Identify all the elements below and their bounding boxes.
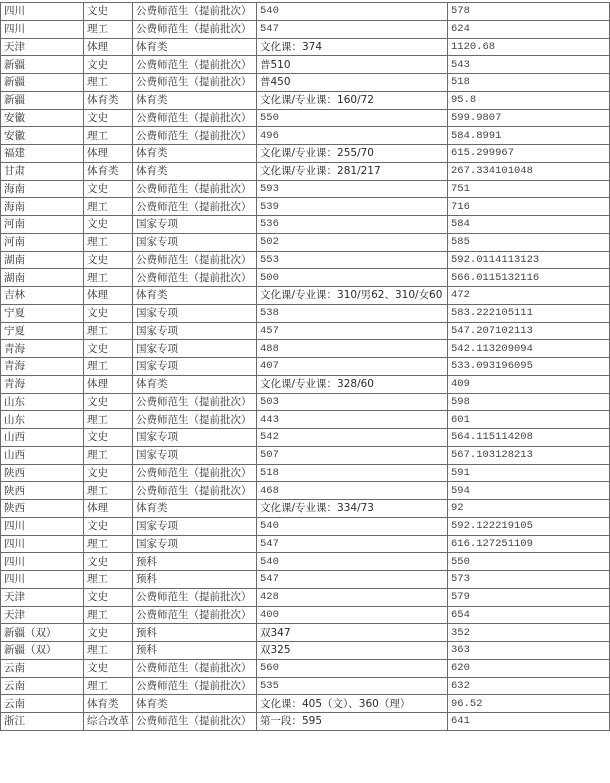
batch-cell: 公费师范生（提前批次） bbox=[133, 677, 257, 695]
control-line-cell: 文化课/专业课：281/217 bbox=[257, 162, 448, 180]
score-cell: 583.222105111 bbox=[448, 304, 610, 322]
table-row bbox=[1, 38, 610, 56]
score-cell: 594 bbox=[448, 482, 610, 500]
batch-cell: 公费师范生（提前批次） bbox=[133, 109, 257, 127]
control-line-cell: 文化课：374 bbox=[257, 38, 448, 56]
table-row bbox=[1, 535, 610, 553]
control-line-cell: 518 bbox=[257, 464, 448, 482]
category-cell: 理工 bbox=[84, 269, 133, 287]
category-cell: 理工 bbox=[84, 571, 133, 589]
batch-cell: 公费师范生（提前批次） bbox=[133, 251, 257, 269]
table-row bbox=[1, 642, 610, 660]
score-cell: 542.113209094 bbox=[448, 340, 610, 358]
batch-cell: 体育类 bbox=[133, 695, 257, 713]
table-row bbox=[1, 677, 610, 695]
category-cell: 文史 bbox=[84, 304, 133, 322]
category-cell: 理工 bbox=[84, 233, 133, 251]
score-cell: 585 bbox=[448, 233, 610, 251]
batch-cell: 公费师范生（提前批次） bbox=[133, 411, 257, 429]
category-cell: 文史 bbox=[84, 553, 133, 571]
control-line-cell: 文化课/专业课：255/70 bbox=[257, 145, 448, 163]
province-cell: 四川 bbox=[1, 517, 84, 535]
category-cell: 文史 bbox=[84, 659, 133, 677]
batch-cell: 国家专项 bbox=[133, 304, 257, 322]
score-cell: 624 bbox=[448, 20, 610, 38]
control-line-cell: 文化课/专业课：310/男62、310/女60 bbox=[257, 287, 448, 305]
control-line-cell: 547 bbox=[257, 571, 448, 589]
control-line-cell: 407 bbox=[257, 358, 448, 376]
batch-cell: 体育类 bbox=[133, 500, 257, 518]
category-cell: 文史 bbox=[84, 56, 133, 74]
batch-cell: 国家专项 bbox=[133, 429, 257, 447]
province-cell: 浙江 bbox=[1, 713, 84, 731]
province-cell: 河南 bbox=[1, 216, 84, 234]
control-line-cell: 第一段：595 bbox=[257, 713, 448, 731]
batch-cell: 公费师范生（提前批次） bbox=[133, 74, 257, 92]
table-row bbox=[1, 358, 610, 376]
category-cell: 理工 bbox=[84, 606, 133, 624]
province-cell: 天津 bbox=[1, 606, 84, 624]
control-line-cell: 593 bbox=[257, 180, 448, 198]
table-row bbox=[1, 340, 610, 358]
batch-cell: 公费师范生（提前批次） bbox=[133, 588, 257, 606]
batch-cell: 公费师范生（提前批次） bbox=[133, 393, 257, 411]
control-line-cell: 503 bbox=[257, 393, 448, 411]
table-row bbox=[1, 624, 610, 642]
category-cell: 文史 bbox=[84, 393, 133, 411]
control-line-cell: 547 bbox=[257, 20, 448, 38]
category-cell: 文史 bbox=[84, 464, 133, 482]
province-cell: 湖南 bbox=[1, 251, 84, 269]
table-row bbox=[1, 180, 610, 198]
control-line-cell: 540 bbox=[257, 553, 448, 571]
score-cell: 591 bbox=[448, 464, 610, 482]
batch-cell: 体育类 bbox=[133, 162, 257, 180]
batch-cell: 国家专项 bbox=[133, 233, 257, 251]
batch-cell: 预科 bbox=[133, 624, 257, 642]
control-line-cell: 540 bbox=[257, 517, 448, 535]
score-cell: 92 bbox=[448, 500, 610, 518]
category-cell: 文史 bbox=[84, 180, 133, 198]
table-row bbox=[1, 251, 610, 269]
batch-cell: 公费师范生（提前批次） bbox=[133, 269, 257, 287]
table-row bbox=[1, 588, 610, 606]
score-cell: 584.8991 bbox=[448, 127, 610, 145]
batch-cell: 体育类 bbox=[133, 145, 257, 163]
category-cell: 文史 bbox=[84, 251, 133, 269]
score-cell: 1120.68 bbox=[448, 38, 610, 56]
province-cell: 山西 bbox=[1, 429, 84, 447]
table-row bbox=[1, 429, 610, 447]
control-line-cell: 540 bbox=[257, 3, 448, 21]
province-cell: 吉林 bbox=[1, 287, 84, 305]
batch-cell: 公费师范生（提前批次） bbox=[133, 464, 257, 482]
category-cell: 理工 bbox=[84, 446, 133, 464]
batch-cell: 公费师范生（提前批次） bbox=[133, 606, 257, 624]
score-cell: 601 bbox=[448, 411, 610, 429]
score-cell: 550 bbox=[448, 553, 610, 571]
province-cell: 青海 bbox=[1, 340, 84, 358]
batch-cell: 预科 bbox=[133, 642, 257, 660]
category-cell: 理工 bbox=[84, 20, 133, 38]
category-cell: 体理 bbox=[84, 145, 133, 163]
category-cell: 理工 bbox=[84, 127, 133, 145]
province-cell: 新疆 bbox=[1, 91, 84, 109]
table-row bbox=[1, 162, 610, 180]
category-cell: 文史 bbox=[84, 624, 133, 642]
batch-cell: 体育类 bbox=[133, 38, 257, 56]
category-cell: 理工 bbox=[84, 535, 133, 553]
province-cell: 四川 bbox=[1, 3, 84, 21]
category-cell: 理工 bbox=[84, 677, 133, 695]
batch-cell: 国家专项 bbox=[133, 216, 257, 234]
category-cell: 理工 bbox=[84, 74, 133, 92]
table-row bbox=[1, 464, 610, 482]
control-line-cell: 507 bbox=[257, 446, 448, 464]
score-cell: 598 bbox=[448, 393, 610, 411]
province-cell: 湖南 bbox=[1, 269, 84, 287]
control-line-cell: 457 bbox=[257, 322, 448, 340]
category-cell: 文史 bbox=[84, 3, 133, 21]
province-cell: 河南 bbox=[1, 233, 84, 251]
batch-cell: 公费师范生（提前批次） bbox=[133, 482, 257, 500]
province-cell: 山东 bbox=[1, 393, 84, 411]
score-cell: 620 bbox=[448, 659, 610, 677]
score-cell: 615.299967 bbox=[448, 145, 610, 163]
score-cell: 599.9807 bbox=[448, 109, 610, 127]
score-cell: 363 bbox=[448, 642, 610, 660]
table-row bbox=[1, 411, 610, 429]
control-line-cell: 文化课/专业课：160/72 bbox=[257, 91, 448, 109]
control-line-cell: 普510 bbox=[257, 56, 448, 74]
score-cell: 716 bbox=[448, 198, 610, 216]
batch-cell: 公费师范生（提前批次） bbox=[133, 713, 257, 731]
batch-cell: 体育类 bbox=[133, 375, 257, 393]
batch-cell: 国家专项 bbox=[133, 340, 257, 358]
category-cell: 理工 bbox=[84, 642, 133, 660]
table-row bbox=[1, 446, 610, 464]
control-line-cell: 538 bbox=[257, 304, 448, 322]
score-cell: 96.52 bbox=[448, 695, 610, 713]
control-line-cell: 400 bbox=[257, 606, 448, 624]
control-line-cell: 550 bbox=[257, 109, 448, 127]
category-cell: 体理 bbox=[84, 287, 133, 305]
category-cell: 理工 bbox=[84, 411, 133, 429]
table-row bbox=[1, 198, 610, 216]
table-row bbox=[1, 695, 610, 713]
table-row bbox=[1, 109, 610, 127]
score-cell: 592.122219105 bbox=[448, 517, 610, 535]
province-cell: 新疆 bbox=[1, 56, 84, 74]
table-row bbox=[1, 56, 610, 74]
batch-cell: 体育类 bbox=[133, 91, 257, 109]
control-line-cell: 双347 bbox=[257, 624, 448, 642]
control-line-cell: 535 bbox=[257, 677, 448, 695]
batch-cell: 国家专项 bbox=[133, 358, 257, 376]
category-cell: 体育类 bbox=[84, 162, 133, 180]
batch-cell: 国家专项 bbox=[133, 517, 257, 535]
category-cell: 文史 bbox=[84, 216, 133, 234]
province-cell: 云南 bbox=[1, 677, 84, 695]
province-cell: 陕西 bbox=[1, 500, 84, 518]
province-cell: 安徽 bbox=[1, 109, 84, 127]
table-row bbox=[1, 91, 610, 109]
table-row bbox=[1, 216, 610, 234]
category-cell: 理工 bbox=[84, 322, 133, 340]
category-cell: 体理 bbox=[84, 38, 133, 56]
table-row bbox=[1, 606, 610, 624]
province-cell: 甘肃 bbox=[1, 162, 84, 180]
province-cell: 新疆 bbox=[1, 74, 84, 92]
batch-cell: 预科 bbox=[133, 553, 257, 571]
control-line-cell: 468 bbox=[257, 482, 448, 500]
control-line-cell: 双325 bbox=[257, 642, 448, 660]
admission-scores-table bbox=[0, 2, 610, 731]
batch-cell: 国家专项 bbox=[133, 535, 257, 553]
table-row bbox=[1, 553, 610, 571]
table-row bbox=[1, 127, 610, 145]
score-cell: 564.115114208 bbox=[448, 429, 610, 447]
score-cell: 573 bbox=[448, 571, 610, 589]
table-row bbox=[1, 3, 610, 21]
province-cell: 青海 bbox=[1, 375, 84, 393]
control-line-cell: 文化课/专业课：328/60 bbox=[257, 375, 448, 393]
batch-cell: 公费师范生（提前批次） bbox=[133, 180, 257, 198]
table-row bbox=[1, 500, 610, 518]
score-cell: 616.127251109 bbox=[448, 535, 610, 553]
table-row bbox=[1, 269, 610, 287]
score-cell: 579 bbox=[448, 588, 610, 606]
score-cell: 592.0114113123 bbox=[448, 251, 610, 269]
control-line-cell: 560 bbox=[257, 659, 448, 677]
control-line-cell: 553 bbox=[257, 251, 448, 269]
batch-cell: 公费师范生（提前批次） bbox=[133, 127, 257, 145]
score-cell: 352 bbox=[448, 624, 610, 642]
score-cell: 543 bbox=[448, 56, 610, 74]
batch-cell: 预科 bbox=[133, 571, 257, 589]
control-line-cell: 536 bbox=[257, 216, 448, 234]
score-cell: 267.334101048 bbox=[448, 162, 610, 180]
province-cell: 宁夏 bbox=[1, 304, 84, 322]
batch-cell: 公费师范生（提前批次） bbox=[133, 56, 257, 74]
province-cell: 四川 bbox=[1, 20, 84, 38]
table-body bbox=[1, 3, 610, 731]
table-row bbox=[1, 659, 610, 677]
table-row bbox=[1, 287, 610, 305]
control-line-cell: 文化课/专业课：334/73 bbox=[257, 500, 448, 518]
province-cell: 四川 bbox=[1, 553, 84, 571]
control-line-cell: 443 bbox=[257, 411, 448, 429]
score-cell: 584 bbox=[448, 216, 610, 234]
score-cell: 632 bbox=[448, 677, 610, 695]
score-cell: 95.8 bbox=[448, 91, 610, 109]
table-row bbox=[1, 571, 610, 589]
table-row bbox=[1, 322, 610, 340]
table-row bbox=[1, 20, 610, 38]
batch-cell: 公费师范生（提前批次） bbox=[133, 3, 257, 21]
control-line-cell: 547 bbox=[257, 535, 448, 553]
category-cell: 理工 bbox=[84, 198, 133, 216]
table-row bbox=[1, 393, 610, 411]
score-cell: 533.093196095 bbox=[448, 358, 610, 376]
batch-cell: 公费师范生（提前批次） bbox=[133, 198, 257, 216]
table-row bbox=[1, 74, 610, 92]
table-row bbox=[1, 145, 610, 163]
control-line-cell: 502 bbox=[257, 233, 448, 251]
province-cell: 海南 bbox=[1, 198, 84, 216]
category-cell: 文史 bbox=[84, 109, 133, 127]
score-cell: 751 bbox=[448, 180, 610, 198]
score-cell: 409 bbox=[448, 375, 610, 393]
score-cell: 518 bbox=[448, 74, 610, 92]
province-cell: 福建 bbox=[1, 145, 84, 163]
category-cell: 体育类 bbox=[84, 91, 133, 109]
table-row bbox=[1, 517, 610, 535]
category-cell: 文史 bbox=[84, 517, 133, 535]
score-cell: 567.103128213 bbox=[448, 446, 610, 464]
category-cell: 体育类 bbox=[84, 695, 133, 713]
score-cell: 641 bbox=[448, 713, 610, 731]
control-line-cell: 542 bbox=[257, 429, 448, 447]
batch-cell: 国家专项 bbox=[133, 446, 257, 464]
batch-cell: 国家专项 bbox=[133, 322, 257, 340]
category-cell: 文史 bbox=[84, 429, 133, 447]
table-row bbox=[1, 713, 610, 731]
score-cell: 654 bbox=[448, 606, 610, 624]
control-line-cell: 428 bbox=[257, 588, 448, 606]
score-cell: 578 bbox=[448, 3, 610, 21]
category-cell: 文史 bbox=[84, 588, 133, 606]
score-cell: 547.207102113 bbox=[448, 322, 610, 340]
category-cell: 体理 bbox=[84, 500, 133, 518]
category-cell: 体理 bbox=[84, 375, 133, 393]
category-cell: 综合改革 bbox=[84, 713, 133, 731]
province-cell: 海南 bbox=[1, 180, 84, 198]
province-cell: 新疆（双） bbox=[1, 624, 84, 642]
table-row bbox=[1, 375, 610, 393]
control-line-cell: 496 bbox=[257, 127, 448, 145]
category-cell: 理工 bbox=[84, 358, 133, 376]
province-cell: 云南 bbox=[1, 695, 84, 713]
province-cell: 青海 bbox=[1, 358, 84, 376]
province-cell: 天津 bbox=[1, 38, 84, 56]
table-row bbox=[1, 482, 610, 500]
province-cell: 云南 bbox=[1, 659, 84, 677]
batch-cell: 体育类 bbox=[133, 287, 257, 305]
province-cell: 天津 bbox=[1, 588, 84, 606]
province-cell: 四川 bbox=[1, 571, 84, 589]
score-cell: 566.0115132116 bbox=[448, 269, 610, 287]
province-cell: 新疆（双） bbox=[1, 642, 84, 660]
province-cell: 陕西 bbox=[1, 482, 84, 500]
control-line-cell: 普450 bbox=[257, 74, 448, 92]
province-cell: 山东 bbox=[1, 411, 84, 429]
batch-cell: 公费师范生（提前批次） bbox=[133, 20, 257, 38]
table-row bbox=[1, 233, 610, 251]
batch-cell: 公费师范生（提前批次） bbox=[133, 659, 257, 677]
province-cell: 山西 bbox=[1, 446, 84, 464]
province-cell: 陕西 bbox=[1, 464, 84, 482]
control-line-cell: 488 bbox=[257, 340, 448, 358]
province-cell: 安徽 bbox=[1, 127, 84, 145]
category-cell: 文史 bbox=[84, 340, 133, 358]
control-line-cell: 500 bbox=[257, 269, 448, 287]
table-row bbox=[1, 304, 610, 322]
category-cell: 理工 bbox=[84, 482, 133, 500]
score-cell: 472 bbox=[448, 287, 610, 305]
province-cell: 宁夏 bbox=[1, 322, 84, 340]
control-line-cell: 文化课：405（文）、360（理） bbox=[257, 695, 448, 713]
province-cell: 四川 bbox=[1, 535, 84, 553]
control-line-cell: 539 bbox=[257, 198, 448, 216]
